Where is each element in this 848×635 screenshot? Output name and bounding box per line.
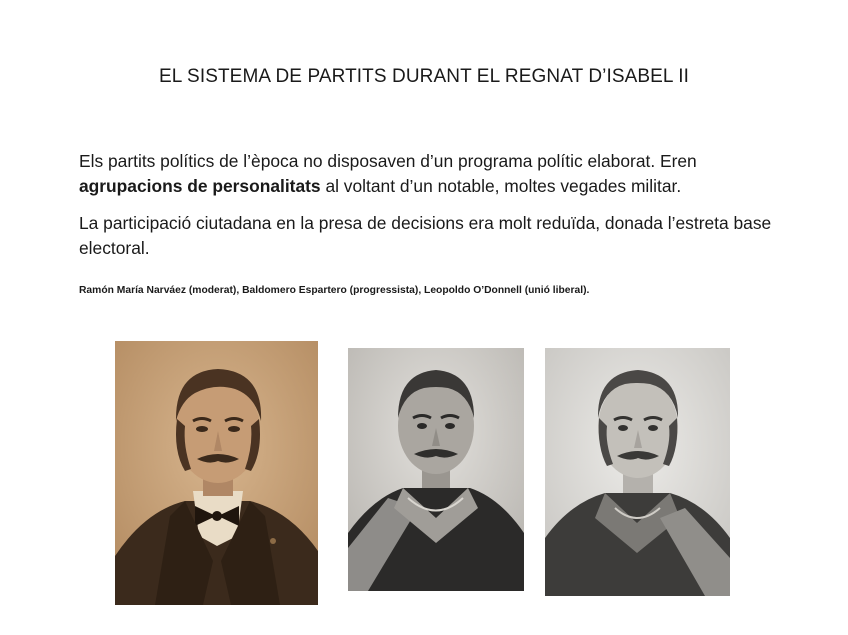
portrait-espartero (348, 348, 524, 591)
paragraph-parties-line1: Els partits polítics de l’època no disposaven d’un programa polític elaborat. Eren (79, 151, 697, 171)
paragraph-participation: La participació ciutadana en la presa de decisions era molt reduïda, donada l’estreta base electoral. (79, 213, 772, 258)
slide-title: EL SISTEMA DE PARTITS DURANT EL REGNAT D’ISABEL II (158, 66, 690, 87)
portrait-espartero-image (348, 348, 524, 591)
portrait-odonnell (545, 348, 730, 596)
portraits-caption: Ramón María Narváez (moderat), Baldomero Espartero (progressista), Leopoldo O’Donnell (unió liberal). (79, 285, 590, 296)
portrait-odonnell-image (545, 348, 730, 596)
paragraph-parties-bold: agrupacions de personalitats (79, 176, 321, 196)
portrait-narvaez-image (115, 341, 318, 605)
paragraph-parties-rest: al voltant d’un notable, moltes vegades militar. (320, 176, 682, 196)
paragraph-parties (79, 149, 779, 199)
portrait-narvaez (115, 341, 318, 605)
